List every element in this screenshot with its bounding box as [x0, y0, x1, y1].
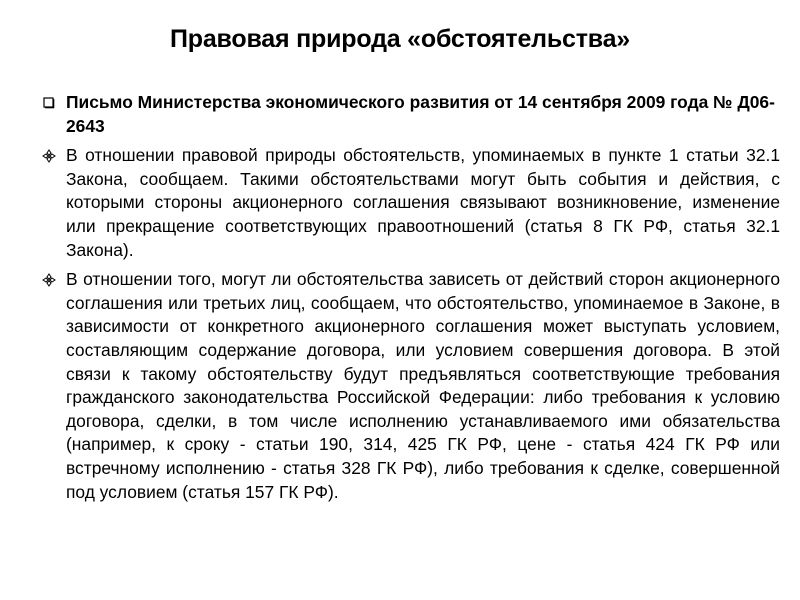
- bullet-text: В отношении того, могут ли обстоятельства зависеть от действий сторон акционерного соглашения или третьих лиц, сообщаем, что обстоятельство, упоминаемое в Законе, в зависимости от конкретного акционерного соглашения может выступать условием, составляющим содержание договора, или условием совершения договора. В этой связи к такому обстоятельству будут предъявляться соответствующие требования гражданского законодательства Российской Федерации: либо требования к условию договора, сделки, в том числе исполнению устанавливаемого ими обязательства (например, к сроку - статьи 190, 314, 425 ГК РФ, цене - статья 424 ГК РФ или встречному исполнению - статья 328 ГК РФ), либо требования к сделке, совершенной под условием (статья 157 ГК РФ).: [66, 269, 780, 502]
- slide-title: Правовая природа «обстоятельства»: [169, 25, 631, 53]
- bullet-item-letter-reference: [42, 91, 780, 138]
- four-diamond-bullet-icon: [42, 149, 56, 163]
- four-diamond-bullet-icon: [42, 273, 56, 287]
- bullet-item-circumstances-dependence: [42, 268, 780, 504]
- hollow-square-bullet-icon: [42, 96, 56, 110]
- bullet-text: Письмо Министерства экономического развития от 14 сентября 2009 года № Д06-2643: [66, 92, 775, 136]
- bullet-text: В отношении правовой природы обстоятельств, упоминаемых в пункте 1 статьи 32.1 Закона, сообщаем. Такими обстоятельствами могут быть события и действия, с которыми стороны акционерного соглашения связывают возникновение, изменение или прекращение соответствующих правоотношений (статья 8 ГК РФ, статья 32.1 Закона).: [66, 145, 780, 260]
- bullet-item-legal-nature: [42, 144, 780, 262]
- slide-content: [42, 91, 780, 504]
